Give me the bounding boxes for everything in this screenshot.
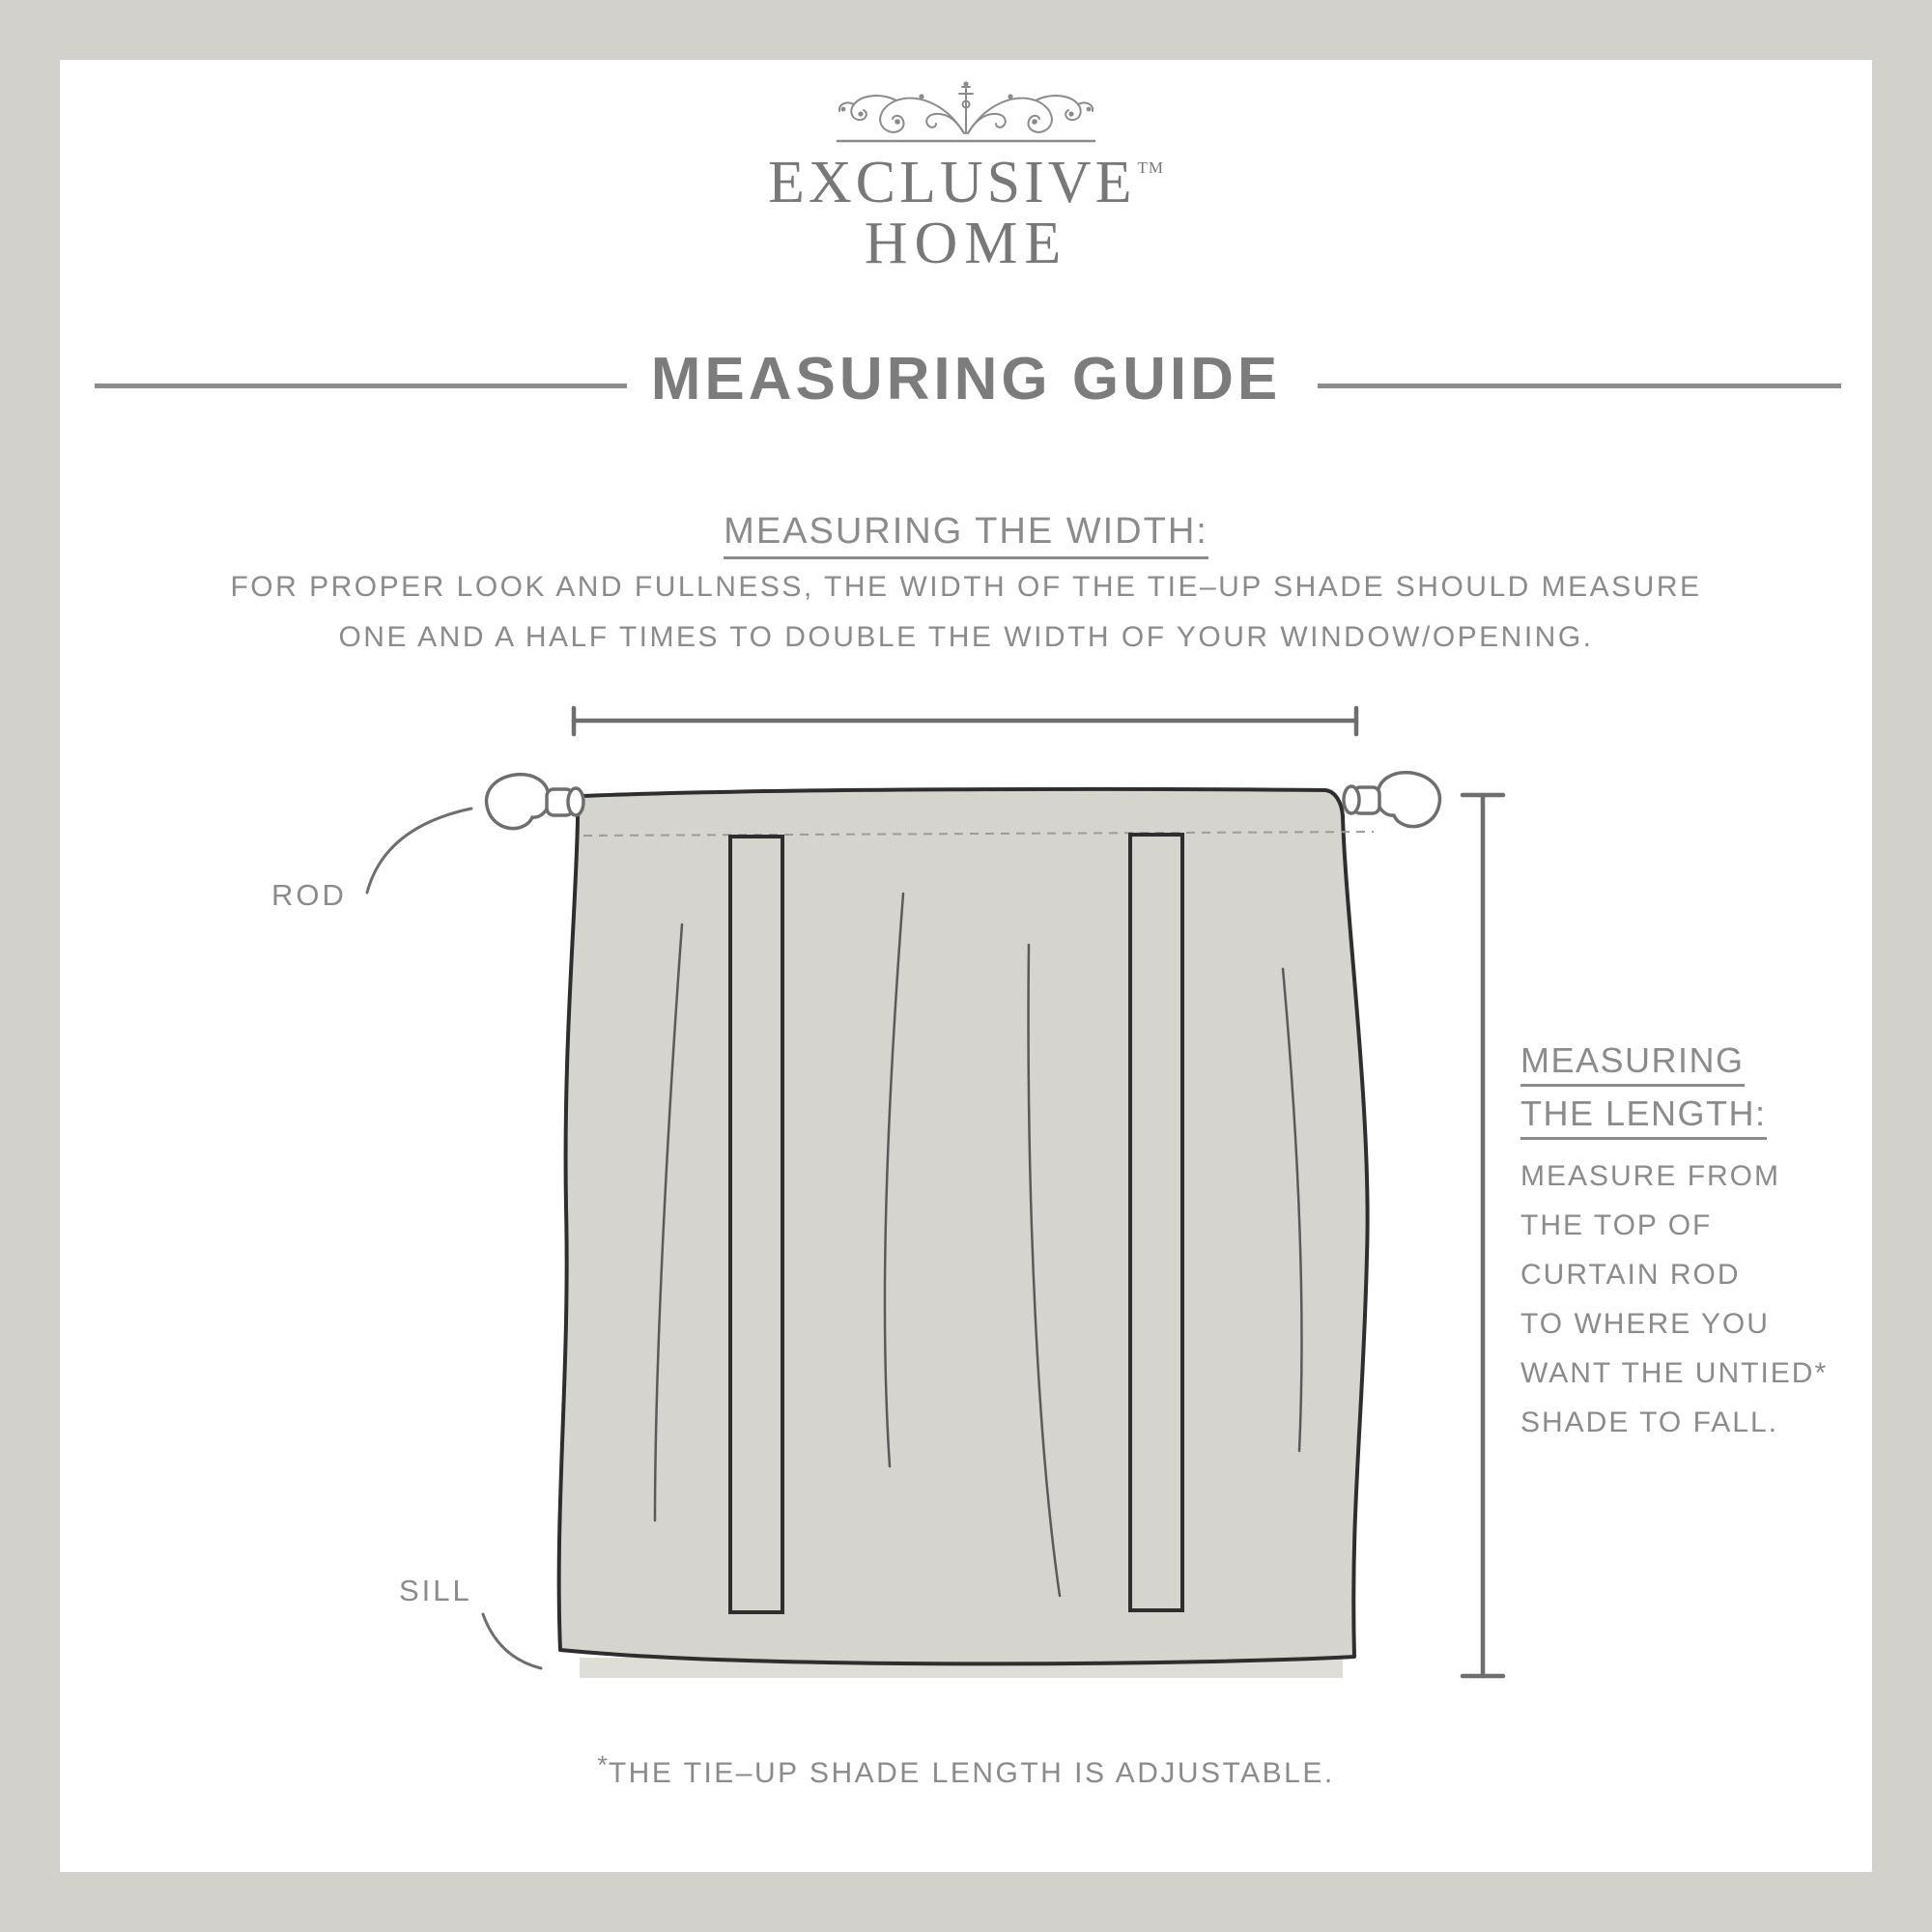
shade-body-shape [559,789,1368,1663]
length-heading-line2: THE LENGTH: [1520,1096,1767,1140]
rod-label: ROD [271,878,347,912]
length-body-line: WANT THE UNTIED* [1520,1357,1829,1389]
footnote-text: THE TIE–UP SHADE LENGTH IS ADJUSTABLE. [608,1757,1335,1789]
brand-word-exclusive: EXCLUSIVE [768,150,1136,215]
length-section [1520,1040,1868,1447]
width-heading-text: MEASURING THE WIDTH: [724,513,1208,559]
length-heading-line1: MEASURING [1520,1043,1745,1087]
tie-strap-right [1130,835,1182,1610]
sill-leader-line [483,1614,541,1668]
page-title: MEASURING GUIDE [650,346,1282,412]
footnote-asterisk: * [597,1750,609,1779]
length-measurement-line [1463,795,1503,1676]
width-body-line1: FOR PROPER LOOK AND FULLNESS, THE WIDTH OF THE TIE–UP SHADE SHOULD MEASURE [230,571,1702,603]
width-measurement-line [574,708,1356,734]
length-body-line: SHADE TO FALL. [1520,1406,1778,1438]
brand-name-line2: HOME [864,211,1068,276]
tie-strap-left [730,837,782,1612]
sill-label: SILL [399,1574,472,1607]
length-body-line: CURTAIN ROD [1520,1259,1741,1291]
rod-finial-right-icon [1344,773,1439,827]
length-body-line: MEASURE FROM [1520,1160,1781,1192]
length-body-line: THE TOP OF [1520,1209,1713,1241]
rod-finial-left-icon [487,775,583,829]
length-body-line: TO WHERE YOU [1520,1308,1770,1340]
width-body-line2: ONE AND A HALF TIMES TO DOUBLE THE WIDTH OF YOUR WINDOW/OPENING. [338,621,1594,653]
footnote [0,1752,1932,1788]
rod-leader-line [367,809,471,893]
trademark-symbol: TM [1137,158,1164,177]
length-section-body [1520,1151,1868,1447]
